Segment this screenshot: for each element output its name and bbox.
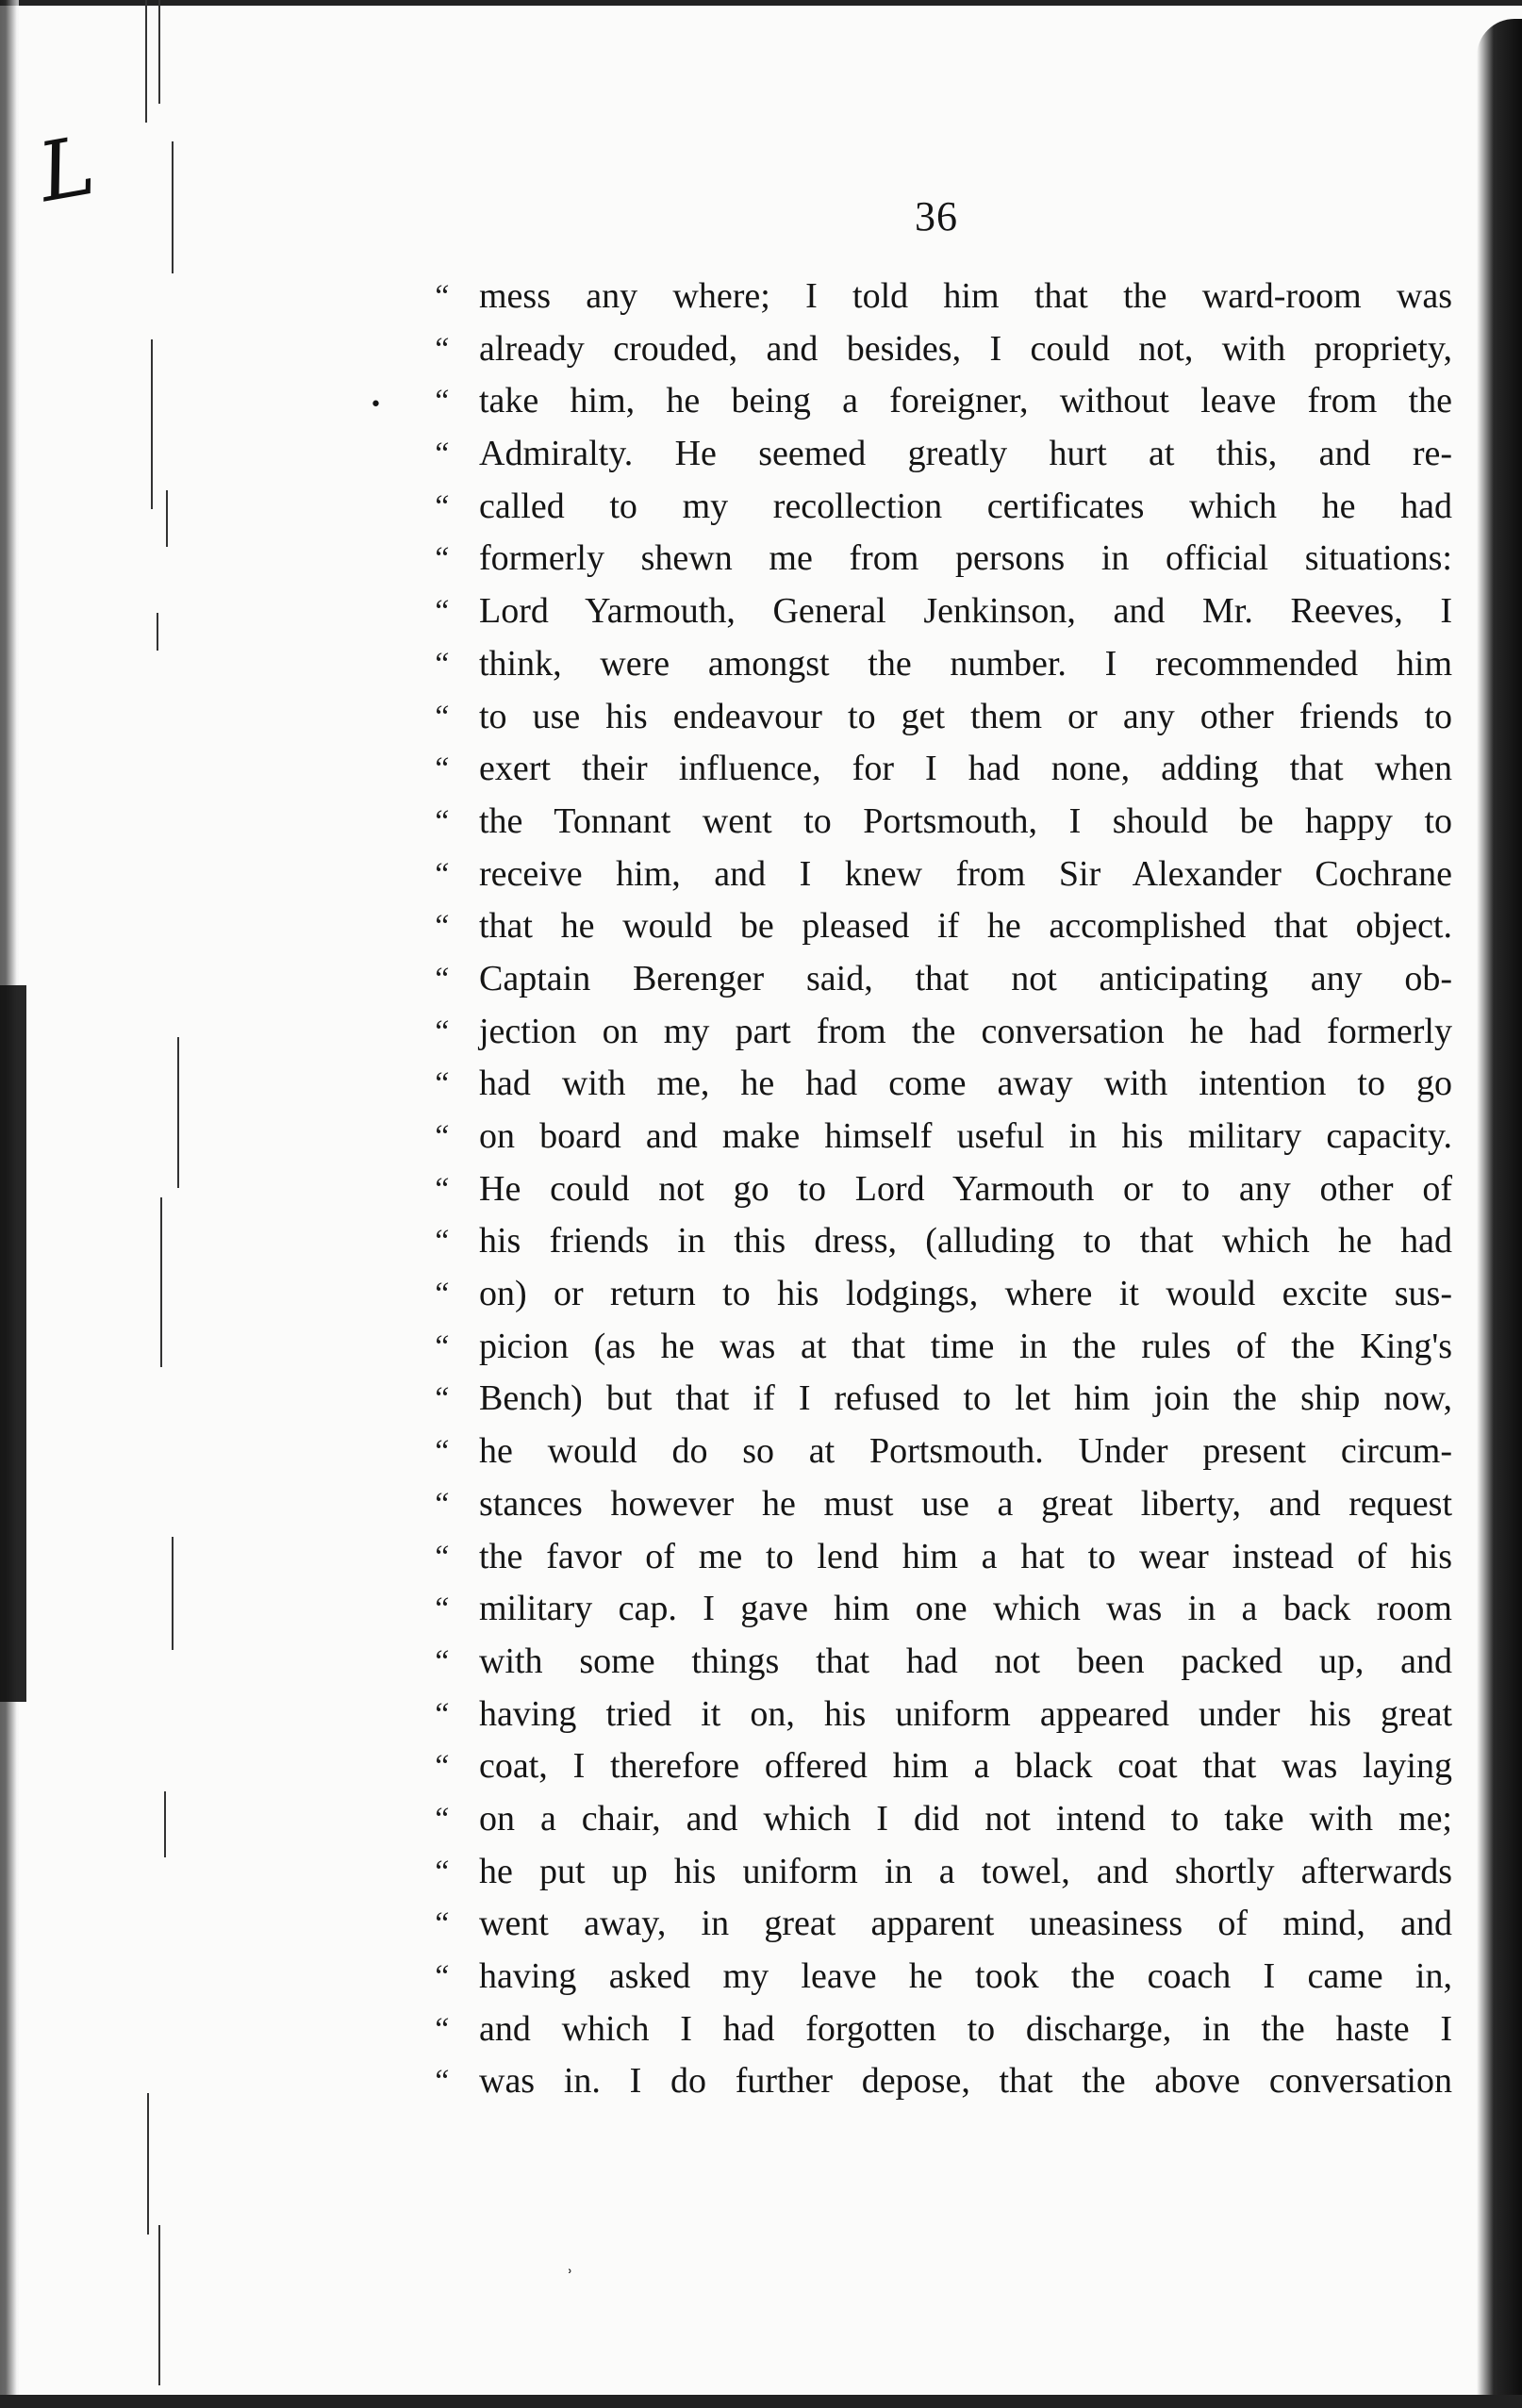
quote-mark: “	[432, 2064, 450, 2100]
line-text: having tried it on, his uniform appeared under his great	[479, 1693, 1452, 1734]
line-text: the favor of me to lend him a hat to wear instead of his	[479, 1536, 1452, 1576]
line-text: that he would be pleased if he accomplished that object.	[479, 906, 1452, 947]
handwritten-margin-mark: L	[31, 118, 102, 222]
line-text: stances however he must use a great liberty, and request	[479, 1483, 1452, 1524]
line-text: picion (as he was at that time in the rules of the King's	[479, 1326, 1452, 1366]
line-text: and which I had forgotten to discharge, in the haste I	[479, 2008, 1452, 2049]
line-text: on) or return to his lodgings, where it would excite sus-	[479, 1274, 1452, 1314]
line-text: jection on my part from the conversation he had formerly	[479, 1011, 1452, 1051]
page-number: 36	[915, 193, 958, 239]
text-line	[432, 428, 1464, 481]
line-text: mess any where; I told him that the ward-room was	[479, 276, 1452, 316]
quote-mark: “	[432, 909, 450, 945]
text-line	[432, 481, 1464, 534]
quote-mark: “	[432, 2011, 450, 2047]
line-text: Admiralty. He seemed greatly hurt at this, and re-	[479, 434, 1452, 474]
line-text: had with me, he had come away with intention to go	[479, 1064, 1452, 1104]
text-line	[432, 1426, 1464, 1478]
quote-mark: “	[432, 384, 450, 420]
bottom-page-edge	[0, 2395, 1522, 2408]
gutter-marks	[138, 0, 196, 2408]
text-line	[432, 1478, 1464, 1531]
line-text: receive him, and I knew from Sir Alexander Cochrane	[479, 853, 1452, 894]
text-line	[432, 1898, 1464, 1951]
quote-mark: “	[432, 594, 450, 630]
left-margin-dark-band	[0, 985, 26, 1702]
quote-mark: “	[432, 541, 450, 577]
quote-mark: “	[432, 1171, 450, 1207]
text-line	[432, 375, 1464, 428]
text-line	[432, 953, 1464, 1006]
text-line	[432, 323, 1464, 376]
line-text: formerly shewn me from persons in official situations:	[479, 538, 1452, 579]
text-line	[432, 638, 1464, 691]
quote-mark: “	[432, 699, 450, 734]
line-text: Lord Yarmouth, General Jenkinson, and Mr. Reeves, I	[479, 591, 1452, 632]
quote-mark: “	[432, 1328, 450, 1364]
line-text: with some things that had not been packed up, and	[479, 1641, 1452, 1681]
line-text: Captain Berenger said, that not anticipating any ob-	[479, 958, 1452, 998]
quote-mark: “	[432, 1696, 450, 1732]
quote-mark: “	[432, 1592, 450, 1627]
line-text: think, were amongst the number. I recommended him	[479, 643, 1452, 684]
line-text: he would do so at Portsmouth. Under present circum-	[479, 1431, 1452, 1472]
text-line	[432, 1583, 1464, 1636]
quote-mark: “	[432, 1539, 450, 1575]
quote-mark: “	[432, 751, 450, 787]
quote-mark: “	[432, 1801, 450, 1837]
line-text: was in. I do further depose, that the above conversation	[479, 2061, 1452, 2102]
footer-ink-mark: ʾ	[568, 2267, 573, 2286]
text-line	[432, 1006, 1464, 1059]
text-line	[432, 1531, 1464, 1584]
text-line	[432, 1268, 1464, 1321]
quote-mark: “	[432, 1014, 450, 1049]
text-line	[432, 743, 1464, 796]
line-text: went away, in great apparent uneasiness of mind, and	[479, 1904, 1452, 1944]
line-text: take him, he being a foreigner, without leave from the	[479, 381, 1452, 421]
text-line	[432, 1111, 1464, 1163]
text-line	[432, 1163, 1464, 1216]
quote-mark: “	[432, 803, 450, 839]
quote-mark: “	[432, 279, 450, 314]
line-text: military cap. I gave him one which was in a back room	[479, 1589, 1452, 1629]
quote-mark: “	[432, 856, 450, 892]
text-line	[432, 2055, 1464, 2108]
text-line	[432, 1373, 1464, 1426]
line-text: Bench) but that if I refused to let him join the ship now,	[479, 1378, 1452, 1419]
text-line	[432, 1793, 1464, 1846]
line-text: exert their influence, for I had none, adding that when	[479, 749, 1452, 789]
quote-mark: “	[432, 331, 450, 367]
line-text: his friends in this dress, (alluding to that which he had	[479, 1221, 1452, 1262]
text-line	[432, 1846, 1464, 1899]
line-text: the Tonnant went to Portsmouth, I should be happy to	[479, 800, 1452, 841]
quote-mark: “	[432, 1906, 450, 1942]
line-text: coat, I therefore offered him a black coat that was laying	[479, 1746, 1452, 1787]
text-line	[432, 849, 1464, 901]
text-line	[432, 900, 1464, 953]
text-line	[432, 1215, 1464, 1268]
quote-mark: “	[432, 646, 450, 682]
text-line	[432, 1689, 1464, 1741]
line-text: on a chair, and which I did not intend to take with me;	[479, 1798, 1452, 1839]
margin-dot-mark: •	[370, 393, 382, 417]
text-line	[432, 1740, 1464, 1793]
quote-mark: “	[432, 1224, 450, 1260]
line-text: he put up his uniform in a towel, and shortly afterwards	[479, 1851, 1452, 1891]
text-line	[432, 1058, 1464, 1111]
text-line	[432, 1951, 1464, 2004]
line-text: having asked my leave he took the coach I came in,	[479, 1956, 1452, 1996]
text-line	[432, 796, 1464, 849]
quote-mark: “	[432, 1434, 450, 1470]
quote-mark: “	[432, 488, 450, 524]
quote-mark: “	[432, 961, 450, 997]
body-text-block	[432, 271, 1464, 2108]
text-line	[432, 533, 1464, 586]
quote-mark: “	[432, 1959, 450, 1994]
text-line	[432, 2004, 1464, 2056]
text-line	[432, 271, 1464, 323]
quote-mark: “	[432, 1643, 450, 1679]
quote-mark: “	[432, 1277, 450, 1312]
line-text: He could not go to Lord Yarmouth or to any other of	[479, 1168, 1452, 1209]
quote-mark: “	[432, 1854, 450, 1889]
quote-mark: “	[432, 437, 450, 472]
line-text: called to my recollection certificates which he had	[479, 486, 1452, 526]
text-line	[432, 1636, 1464, 1689]
quote-mark: “	[432, 1066, 450, 1102]
top-page-edge	[0, 0, 1522, 6]
quote-mark: “	[432, 1749, 450, 1785]
quote-mark: “	[432, 1486, 450, 1522]
quote-mark: “	[432, 1119, 450, 1154]
line-text: on board and make himself useful in his military capacity.	[479, 1116, 1452, 1156]
text-line	[432, 586, 1464, 638]
quote-mark: “	[432, 1381, 450, 1417]
line-text: already crouded, and besides, I could not, with propriety,	[479, 328, 1452, 369]
text-line	[432, 691, 1464, 744]
text-line	[432, 1321, 1464, 1374]
line-text: to use his endeavour to get them or any other friends to	[479, 696, 1452, 736]
right-page-edge-shadow	[1477, 19, 1522, 2404]
